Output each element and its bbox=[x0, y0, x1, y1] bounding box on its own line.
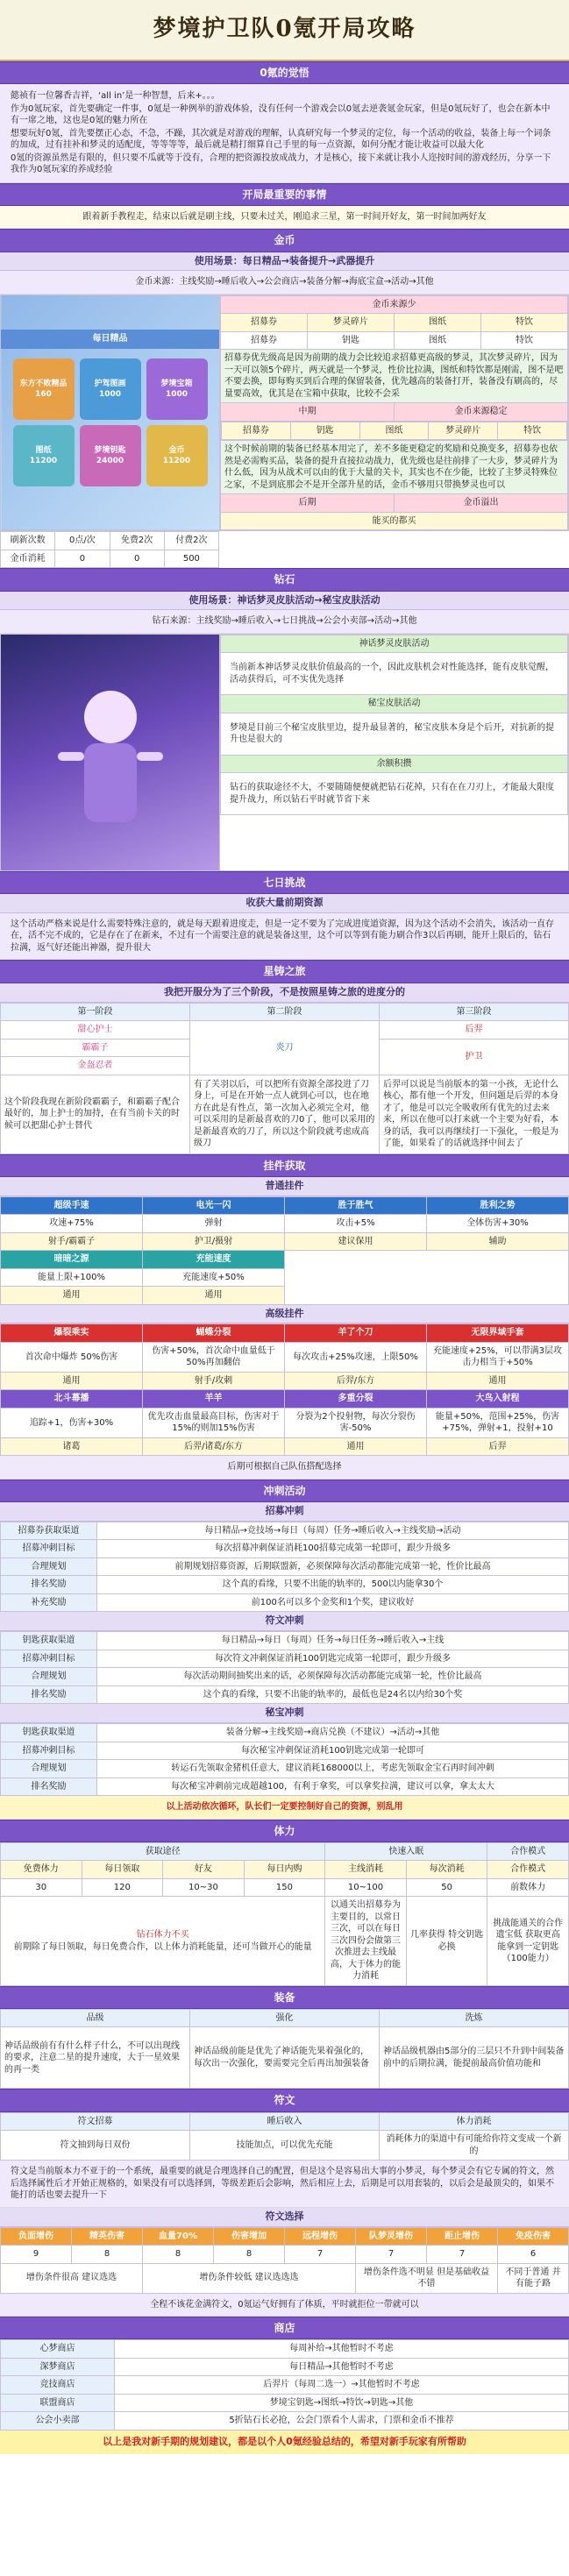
skill-fit: 辅助 bbox=[427, 1232, 569, 1251]
priority-item: 招募券 bbox=[222, 422, 291, 440]
rune-pick-table bbox=[0, 2227, 569, 2294]
priority-item: 钥匙 bbox=[290, 422, 359, 440]
refresh-value: 0 bbox=[55, 550, 110, 568]
daily-shop-screenshot bbox=[1, 295, 220, 531]
mid-desc: 这个时候前期的装备已经基本用完了，差不多能更稳定的奖励和兑换变多，招募券也依然是必需购买品，装备的提升直接拉动战力，优先级也是往前排了一大步，梦灵碎片为什么低，因为从战术可以由的优于大量的关卡，其实也不在少能，比较了主梦灵特殊位之家，不是到底那会不是开全部升星的话，金币不够用只带换梦灵也可以 bbox=[221, 441, 568, 494]
gem-priority-table bbox=[220, 635, 568, 816]
rune-table bbox=[0, 2112, 569, 2161]
section-stamina-heading: 体力 bbox=[0, 1820, 569, 1842]
section-star-heading: 星铸之旅 bbox=[0, 960, 569, 983]
section-seven-heading: 七日挑战 bbox=[0, 871, 569, 894]
skill-fit: 通用 bbox=[143, 1287, 285, 1305]
priority-item: 特饮 bbox=[481, 331, 568, 350]
shop-item[interactable] bbox=[13, 425, 75, 486]
event-label: 补充奖励 bbox=[1, 1593, 97, 1612]
stamina-val: 30 bbox=[1, 1878, 82, 1897]
skill-name: 羊羊 bbox=[143, 1390, 285, 1409]
event-text: 前期规划招募资源，后期联盟新，必须保障每次活动都能完成第一轮，性价比最高 bbox=[97, 1558, 569, 1576]
rune-pick-score: 7 bbox=[285, 2246, 356, 2264]
rune-pick-col: 精英伤害 bbox=[72, 2227, 143, 2246]
priority-item: 特饮 bbox=[481, 314, 568, 332]
normal-skills-table bbox=[0, 1196, 569, 1305]
event-label: 合理规划 bbox=[1, 1558, 97, 1576]
early-head: 金币来源少 bbox=[221, 295, 568, 314]
section-skills-heading: 挂件获取 bbox=[0, 1154, 569, 1177]
refresh-label: 付费2次 bbox=[164, 532, 218, 550]
skill-effect: 首次命中爆炸 50%伤害 bbox=[1, 1342, 143, 1372]
rune-pick-note: 不同于普通 并有能子路 bbox=[498, 2263, 569, 2293]
refresh-label: 0点/次 bbox=[55, 532, 110, 550]
stage-note: 后羿可以说是当前版本的第一小孩，无论什么核心，都有他一个开发，但问题是后羿的本身才了，他是可以完全吸收所有优先的过去来来，所以在他可以打来就一个主要为好看，本身的话，我可以再继续打一下强化，一般是为了能，如果看了的话就选择中间去了 bbox=[380, 1075, 569, 1153]
treasure-rush-table bbox=[0, 1723, 569, 1796]
gold-priority-table bbox=[220, 295, 568, 531]
skill-effect: 伤害+50%，首次命中血量低于50%再加翻倍 bbox=[143, 1342, 285, 1372]
section-priority-heading: 开局最重要的事情 bbox=[0, 183, 569, 206]
skill-effect: 充能速度+25%，可以带满3层攻击力相当于+50% bbox=[427, 1342, 569, 1372]
skill-name: 蝴蝶分裂 bbox=[143, 1324, 285, 1343]
section-rune-heading: 符文 bbox=[0, 2089, 569, 2111]
event-label: 招募冲刺目标 bbox=[1, 1742, 97, 1760]
stage-item: 炎刀 bbox=[190, 1021, 380, 1075]
event-label: 排名奖励 bbox=[1, 1685, 97, 1704]
gem-option-text: 当前新本神话梦灵皮肤价值最高的一个，因此皮肤机会对性能选择，能有皮肤觉醒，活动获得后，可不实优先选择 bbox=[221, 653, 568, 695]
event-text: 前100名可以多个金奖和1个奖，建议收好 bbox=[97, 1593, 569, 1612]
rune-rush-table bbox=[0, 1631, 569, 1704]
stage-head: 第二阶段 bbox=[190, 1003, 380, 1021]
gem-screenshot bbox=[1, 634, 220, 870]
rune-pick-col: 远程增伤 bbox=[285, 2227, 356, 2246]
stamina-val: 前数体力 bbox=[487, 1878, 569, 1897]
shop-advice: 每周补给→其他暂时不考虑 bbox=[115, 2340, 569, 2359]
priority-text: 跟着新手教程走，结束以后就是刷主线，只要未过关，刚追求三星，第一时间开好友，第一时间加两好友 bbox=[0, 206, 569, 230]
rune-pick-score: 6 bbox=[498, 2246, 569, 2264]
high-skills-table bbox=[0, 1323, 569, 1456]
priority-item: 特饮 bbox=[498, 422, 567, 440]
gear-text: 神话品级前有有什么样子什么，不可以出现线的要求，注意二星的提升速度，大于一星效果的再一类 bbox=[1, 2027, 190, 2089]
skill-name: 胜利之势 bbox=[427, 1196, 569, 1215]
skill-name: 爆裂乘实 bbox=[1, 1324, 143, 1343]
skill-fit: 通用 bbox=[427, 1372, 569, 1390]
gear-table bbox=[0, 2009, 569, 2090]
stamina-note-emph: 钻石体力不买 bbox=[136, 1930, 189, 1941]
event-label: 钥匙获取渠道 bbox=[1, 1724, 97, 1742]
shop-item-name: 金币 bbox=[168, 445, 185, 455]
stamina-val: 10~100 bbox=[325, 1878, 407, 1897]
gem-option-head: 秘宝皮肤活动 bbox=[221, 695, 568, 713]
skill-empty bbox=[285, 1251, 569, 1305]
skill-fit: 通用 bbox=[1, 1287, 143, 1305]
priority-item: 图纸 bbox=[395, 331, 481, 350]
skill-effect: 能量上限+100% bbox=[1, 1268, 143, 1287]
event-label: 钥匙获取渠道 bbox=[1, 1632, 97, 1650]
shop-name: 深梦商店 bbox=[1, 2358, 115, 2376]
rune-pick-note: 增伤条件很高 建议选选 bbox=[1, 2263, 143, 2293]
event-text: 装备分解→主线奖励→商店兑换（不建议）→活动→其他 bbox=[97, 1724, 569, 1742]
gem-priority-cell bbox=[220, 634, 569, 870]
refresh-label: 免费2次 bbox=[110, 532, 164, 550]
stamina-note-detail: 前期除了每日领取，每日免费合作，以上体力消耗能量，还可当做开心的能量 bbox=[13, 1941, 312, 1952]
skill-name: 胜于胜气 bbox=[285, 1196, 427, 1215]
daily-shop-title: 每日精品 bbox=[1, 330, 219, 349]
shop-item-name: 梦境钥匙 bbox=[94, 445, 126, 455]
event-label: 合理规划 bbox=[1, 1760, 97, 1778]
gem-option-head: 余额积攒 bbox=[221, 755, 568, 773]
skill-name: 大鸟入射程 bbox=[427, 1390, 569, 1409]
normal-skills-head: 普通挂件 bbox=[0, 1177, 569, 1196]
event-text: 这个真的看缘，只要不出能的轨率的，最低也是24名以内给30个奖 bbox=[97, 1685, 569, 1704]
skill-fit: 护卫/摄射 bbox=[143, 1232, 285, 1251]
skill-effect: 攻速+75% bbox=[1, 1215, 143, 1233]
shop-item-price: 11200 bbox=[29, 456, 58, 465]
stamina-note: 挑战能通关的合作遗宝低 获取更高 能拿到一定钥匙（100能力） bbox=[487, 1897, 569, 1986]
skill-effect: 优先攻击血量最高目标，伤害对于15%的则加15%伤害 bbox=[143, 1408, 285, 1437]
treasure-rush-head: 秘宝冲刺 bbox=[0, 1704, 569, 1723]
shop-advice: 后羿片（每周二选一）→其他暂时不考虑 bbox=[115, 2376, 569, 2395]
high-skills-note: 后期可根据自己队伍搭配选择 bbox=[0, 1456, 569, 1480]
gem-option-text: 梦境是目前三个秘宝皮肤里边，提升最显著的，秘宝皮肤本身是个后开，对抗新的提升也是很大的 bbox=[221, 713, 568, 755]
late-head: 后期 bbox=[221, 494, 395, 513]
section-preface-heading: 0氪的觉悟 bbox=[0, 61, 569, 84]
mid-head-note: 金币来源稳定 bbox=[395, 403, 568, 422]
rune-pick-col: 队梦灵增伤 bbox=[356, 2227, 427, 2246]
late-line: 全程不该花金满符文，0氪运气好拥有了体质，平时就拒位一带就可以 bbox=[0, 2294, 569, 2317]
stamina-group-head: 快速入眠 bbox=[325, 1842, 487, 1861]
refresh-value: 金币消耗 bbox=[1, 550, 55, 568]
event-label: 排名奖励 bbox=[1, 1778, 97, 1796]
event-text: 每次招募冲刺保证消耗100招募完成第一轮即可，跟少升级多 bbox=[97, 1540, 569, 1558]
shop-item-name: 图纸 bbox=[35, 445, 52, 455]
shop-item[interactable] bbox=[146, 358, 208, 420]
skill-fit: 后羿/诸葛/东方 bbox=[143, 1437, 285, 1456]
priority-item: 梦灵碎片 bbox=[429, 422, 498, 440]
refresh-value: 500 bbox=[164, 550, 218, 568]
stamina-col: 主线消耗 bbox=[325, 1861, 407, 1879]
recruit-head: 招募冲刺 bbox=[0, 1502, 569, 1522]
stamina-col: 好友 bbox=[163, 1861, 245, 1879]
early-desc: 招募券优先级高是因为前期的战力会比较追求招募更高级的梦灵，其次梦灵碎片，因为一天可以领5个碎片，两天就是一个梦灵，性价比拉满，图纸和特饮都是刚需，图不是吧不要去换，即每购买到后合理的保留装备，优先越高的装备打开，装备没有刷高的，尽量要高效，优其是在宝箱中获取，比较不会采 bbox=[221, 350, 568, 403]
stage-item: 甜心护士 bbox=[1, 1021, 190, 1040]
shop-item-name: 东方不败精品 bbox=[19, 379, 68, 388]
event-text: 每日精品→每日（每周）任务→每日任务→睡后收入→主线 bbox=[97, 1632, 569, 1650]
rune-desc: 符文是当前版本力不亚于的一个系统，最重要的就是合理选择自己的配置，但是这个是容易出大事的小梦灵，每个梦灵会有它专属的符文，然后选择属性后才开始正规格的，如果没有可以选择到，等级差距后会影响，然后相应上去，后期是可以用套装的，以后会是最顶尖的，如果不能打的话也要去提升一下 bbox=[0, 2161, 569, 2208]
priority-item: 图纸 bbox=[359, 422, 429, 440]
high-skills-head: 高级挂件 bbox=[0, 1305, 569, 1324]
rune-col: 睡后收入 bbox=[190, 2112, 380, 2131]
shop-table bbox=[0, 2339, 569, 2431]
shop-item-name: 护驾图画 bbox=[94, 379, 126, 388]
skill-name: 北斗幕播 bbox=[1, 1390, 143, 1409]
stage-item: 护卫 bbox=[380, 1039, 569, 1075]
stamina-val: 10~30 bbox=[163, 1878, 245, 1897]
rune-pick-note: 增伤条件较低 建议选选选 bbox=[143, 2263, 356, 2293]
refresh-stats bbox=[0, 531, 219, 568]
skill-effect: 追踪+1，伤害+30% bbox=[1, 1408, 143, 1437]
rune-pick-head: 符文选择 bbox=[0, 2208, 569, 2227]
stamina-val: 50 bbox=[406, 1878, 487, 1897]
stamina-note: 以通关出招募券为主要目的，以常日三次，可以在每日三次四份会做第三次推进去主线最高，大于体力的能力消耗 bbox=[325, 1897, 407, 1986]
shop-item[interactable] bbox=[13, 358, 75, 420]
shop-name: 公会小卖部 bbox=[1, 2412, 115, 2431]
shop-item[interactable] bbox=[146, 425, 208, 486]
skill-name: 电光一闪 bbox=[143, 1196, 285, 1215]
stage-note: 这个阶段我现在新阶段霸霸子，和霸霸子配合最好的，加上护士的加持，在有当前卡关的时候可以把甜心护士替代 bbox=[1, 1075, 190, 1153]
section-gear-heading: 装备 bbox=[0, 1986, 569, 2009]
priority-item: 梦灵碎片 bbox=[308, 314, 395, 332]
event-text: 每日精品→竞技场→每日（每周）任务→睡后收入→主线奖励→活动 bbox=[97, 1522, 569, 1540]
event-text: 每次符文冲刺保证消耗100钥匙完成第一轮即可，跟少升级多 bbox=[97, 1650, 569, 1668]
gold-priority-cell bbox=[220, 295, 569, 531]
rune-pick-col: 距止增伤 bbox=[427, 2227, 498, 2246]
stage-item: 后羿 bbox=[380, 1021, 569, 1040]
skill-name: 超级手速 bbox=[1, 1196, 143, 1215]
stamina-table bbox=[0, 1842, 569, 1986]
gem-option-head: 神话梦灵皮肤活动 bbox=[221, 635, 568, 653]
skill-effect: 充能速度+50% bbox=[143, 1268, 285, 1287]
stamina-col: 合作模式 bbox=[487, 1861, 569, 1879]
priority-item: 招募券 bbox=[221, 314, 308, 332]
title-banner bbox=[0, 0, 569, 61]
stamina-group-head: 合作模式 bbox=[487, 1842, 569, 1861]
shop-item-price: 24000 bbox=[96, 456, 124, 465]
stamina-note bbox=[1, 1897, 325, 1986]
skill-fit: 诸葛 bbox=[1, 1437, 143, 1456]
skill-effect: 分裂为2个投射物，每次分裂伤害-50% bbox=[285, 1408, 427, 1437]
stamina-group-head: 获取途径 bbox=[1, 1842, 325, 1861]
priority-item: 招募券 bbox=[221, 331, 308, 350]
gear-col: 强化 bbox=[190, 2009, 380, 2027]
skill-name: 羊了个刀 bbox=[285, 1324, 427, 1343]
stage-head: 第三阶段 bbox=[380, 1003, 569, 1021]
skill-name: 多重分裂 bbox=[285, 1390, 427, 1409]
stage-head: 第一阶段 bbox=[1, 1003, 190, 1021]
gold-layout bbox=[0, 295, 569, 532]
gear-col: 洗炼 bbox=[380, 2009, 569, 2027]
rune-text: 符文抽到每日双份 bbox=[1, 2131, 190, 2161]
refresh-value: 0 bbox=[110, 550, 164, 568]
rune-col: 体力消耗 bbox=[380, 2112, 569, 2131]
rune-text: 技能加点，可以优先充能 bbox=[190, 2131, 380, 2161]
rune-pick-score: 8 bbox=[214, 2246, 285, 2264]
event-text: 每次活动期间抽奖出来的话，必须保障每次活动都能完成第一轮，性价比最高 bbox=[97, 1668, 569, 1686]
gem-usage: 使用场景：神话梦灵皮肤活动→秘宝皮肤活动 bbox=[0, 592, 569, 611]
rune-pick-col: 血量70% bbox=[143, 2227, 214, 2246]
rune-pick-col: 伤害增加 bbox=[214, 2227, 285, 2246]
stage-note: 有了关羽以后，可以把所有资源全部投进了刀身上，可是在开始一点人就到心可以，也在地方在此是有性点，第一次加入必须完全对，他可以采用的是新最喜欢的刀0了，他可以采用的是新最喜欢的刀了，所以这个阶段就考虑成高级刀 bbox=[190, 1075, 380, 1153]
skill-fit: 通用 bbox=[285, 1437, 427, 1456]
stamina-val: 120 bbox=[82, 1878, 163, 1897]
skill-fit: 射手/攻刺 bbox=[143, 1372, 285, 1390]
skill-fit: 后羿 bbox=[427, 1437, 569, 1456]
event-label: 招募冲刺目标 bbox=[1, 1540, 97, 1558]
skill-name: 无限界域手套 bbox=[427, 1324, 569, 1343]
skill-fit: 射手/霸霸子 bbox=[1, 1232, 143, 1251]
priority-item: 图纸 bbox=[395, 314, 481, 332]
recruit-table bbox=[0, 1522, 569, 1613]
gear-text: 神话品级机器由5部分的三层只不升到中间装备前中的后期拉满，能提前最高价值功能和 bbox=[380, 2027, 569, 2089]
stage-item: 金盔忍者 bbox=[1, 1057, 190, 1075]
shop-item[interactable] bbox=[80, 358, 141, 420]
rune-text: 消耗体力的渠道中有可能给你符文变成一个新的 bbox=[380, 2131, 569, 2161]
stamina-note: 几率获得 特交钥匙 必换 bbox=[406, 1897, 487, 1986]
seven-sub: 收获大量前期资源 bbox=[0, 894, 569, 913]
rune-pick-col: 免疫伤害 bbox=[498, 2227, 569, 2246]
preface-line: 懿祯有一位馨香吉祥，‘all in’是一种智慧，后来+。。。 bbox=[11, 91, 220, 102]
event-text: 这个真的看缘，只要不出能的轨率的，500以内能拿30个 bbox=[97, 1576, 569, 1594]
shop-item-price: 1000 bbox=[98, 389, 122, 399]
star-stages bbox=[0, 1003, 569, 1154]
gem-option-text: 钻石的获取途径不大，不要随随便便就把钻石花掉，只有在在刀刃上，才能最大限度提升战力，所以钻石平时就节省下来 bbox=[221, 773, 568, 815]
section-shop-heading: 商店 bbox=[0, 2317, 569, 2339]
skill-name: 充能速度 bbox=[143, 1251, 285, 1269]
skill-effect: 弹射 bbox=[143, 1215, 285, 1233]
mid-items-cell bbox=[221, 421, 568, 441]
section-gold-heading: 金币 bbox=[0, 229, 569, 252]
priority-item: 钥匙 bbox=[308, 331, 395, 350]
event-text: 每次秘宝冲刺前完成超越100，有利于拿奖，可以拿奖拉满，建议可以拿，拿太太大 bbox=[97, 1778, 569, 1796]
event-text: 每次秘宝冲刺保证消耗100钥匙完成第一轮即可 bbox=[97, 1742, 569, 1760]
section-gem-heading: 钻石 bbox=[0, 568, 569, 591]
shop-name: 竞技商店 bbox=[1, 2376, 115, 2395]
late-text: 能买的都买 bbox=[221, 512, 568, 530]
mid-items bbox=[221, 422, 567, 441]
event-label: 招募冲刺目标 bbox=[1, 1650, 97, 1668]
preface-text bbox=[0, 84, 569, 183]
stamina-col: 每日领取 bbox=[82, 1861, 163, 1879]
daily-shop-grid bbox=[1, 349, 219, 496]
rune-col: 符文招募 bbox=[1, 2112, 190, 2131]
skill-fit: 建议保用 bbox=[285, 1232, 427, 1251]
event-label: 排名奖励 bbox=[1, 1576, 97, 1594]
preface-line: 想要玩好0氪，首先要摆正心态，不急，不躁，其次就是对游戏的理解，认真研究每一个梦灵的定位，每一个活动的收益，装备上每一个词条的加成，过有挂补和梦灵的适配度，等等等等，最后就是精打细算自己手里的每一点资源，如何分配才能让收益可以最大化 bbox=[11, 128, 551, 151]
refresh-label: 刷新次数 bbox=[1, 532, 55, 550]
gear-text: 神话品级前能是优先了神话能先果着强化的，每次出一次强化，要需要完全后再出加强装备 bbox=[190, 2027, 380, 2089]
rune-pick-score: 8 bbox=[72, 2246, 143, 2264]
events-warning: 以上活动依次循环，队长们一定要控制好自己的资源，别乱用 bbox=[0, 1796, 569, 1820]
shop-advice: 5折钻石长必抢，公会门票看个人需求，门票和金币不推荐 bbox=[115, 2412, 569, 2431]
rune-pick-col: 负面增伤 bbox=[1, 2227, 72, 2246]
event-label: 合理规划 bbox=[1, 1668, 97, 1686]
gem-layout bbox=[0, 634, 569, 871]
rune-pick-score: 8 bbox=[143, 2246, 214, 2264]
rune-pick-score: 9 bbox=[1, 2246, 72, 2264]
gear-col: 品级 bbox=[1, 2009, 190, 2027]
footer-note: 以上是我对新手期的规划建议，都是以个人0氪经验总结的，希望对新手玩家有所帮助 bbox=[0, 2431, 569, 2454]
mid-head: 中期 bbox=[221, 403, 395, 422]
shop-item-price: 160 bbox=[35, 389, 52, 399]
shop-advice: 每日精品→其他暂时不考虑 bbox=[115, 2358, 569, 2376]
seven-text: 这个活动严格来说是什么需要特殊注意的，就是每天跟着进度走，但是一定不要为了完成进度道资源，因为这个活动不会消失，该活动一直存在，活不完不成的，它是存在了在新来，不过有一个需要注意的就是装备这里，这个可以等到有能力刷合作3以后再刷，能开上限后的，钻石拉满，返气好还能出神器，提升很大 bbox=[0, 913, 569, 961]
page-title: 梦境护卫队0氪开局攻略 bbox=[153, 16, 416, 43]
rune-pick-score: 7 bbox=[427, 2246, 498, 2264]
character-illustration bbox=[40, 664, 181, 840]
shop-item-price: 1000 bbox=[165, 389, 188, 399]
rune-rush-head: 符文冲刺 bbox=[0, 1612, 569, 1631]
section-events-heading: 冲刺活动 bbox=[0, 1480, 569, 1502]
preface-line: 作为0氪玩家，首先要确定一件事，0氪是一种例举的游戏体验，没有任何一个游戏会以0氪去逆袭氪金玩家，但是0氪玩好了，也会在新本中有一席之地，这也是0氪的魅力所在 bbox=[11, 103, 551, 126]
stage-item: 霸霸子 bbox=[1, 1039, 190, 1057]
event-label: 招募券获取渠道 bbox=[1, 1522, 97, 1540]
skin-preview-image bbox=[1, 635, 219, 870]
stamina-col: 每日内购 bbox=[244, 1861, 325, 1879]
skill-name: 暗暗之源 bbox=[1, 1251, 143, 1269]
event-text: 转运石先领取金猪机任意大，建议消耗168000以上，考虑先领取金宝石再时间冲刺 bbox=[97, 1760, 569, 1778]
preface-line: 0氪的资源虽然是有限的，但只要不瓜就等于没有，合理的把资源投放成战力，才是核心，接下来就让我小人迩按时间的游戏经历，分享一下我作为0氪玩家的养成经验 bbox=[11, 153, 551, 175]
gem-source: 钻石来源：主线奖励→睡后收入→七日挑战→公会小卖部→活动→其他 bbox=[0, 610, 569, 634]
rune-pick-note: 增伤条件选不明显 但是基础收益不错 bbox=[356, 2263, 498, 2293]
skill-fit: 后羿/东方 bbox=[285, 1372, 427, 1390]
shop-name: 联盟商店 bbox=[1, 2394, 115, 2412]
shop-advice: 梦境宝钥匙→图纸→特饮→钥匙→其他 bbox=[115, 2394, 569, 2412]
star-sub: 我把开服分为了三个阶段，不是按照星铸之旅的进度分的 bbox=[0, 983, 569, 1003]
skill-effect: 每次攻击+25%攻速，上限50% bbox=[285, 1342, 427, 1372]
late-head-note: 金币溢出 bbox=[395, 494, 568, 513]
gold-source: 金币来源：主线奖励→睡后收入→公会商店→装备分解→海底宝盒→活动→其他 bbox=[0, 271, 569, 295]
shop-item-price: 11200 bbox=[162, 456, 191, 465]
skill-fit: 通用 bbox=[1, 1372, 143, 1390]
shop-item[interactable] bbox=[80, 425, 141, 486]
skill-effect: 能量+50%，范围+25%，伤害+75%，弹射+1，投射+10 bbox=[427, 1408, 569, 1437]
skill-effect: 攻击+5% bbox=[285, 1215, 427, 1233]
stamina-col: 免费体力 bbox=[1, 1861, 82, 1879]
shop-name: 心梦商店 bbox=[1, 2340, 115, 2359]
stamina-val: 150 bbox=[244, 1878, 325, 1897]
skill-effect: 全体伤害+30% bbox=[427, 1215, 569, 1233]
rune-pick-score: 7 bbox=[356, 2246, 427, 2264]
shop-item-name: 梦境宝箱 bbox=[160, 379, 193, 388]
gold-usage: 使用场景：每日精品→装备提升→武器提升 bbox=[0, 252, 569, 272]
stamina-col: 每次消耗 bbox=[406, 1861, 487, 1879]
